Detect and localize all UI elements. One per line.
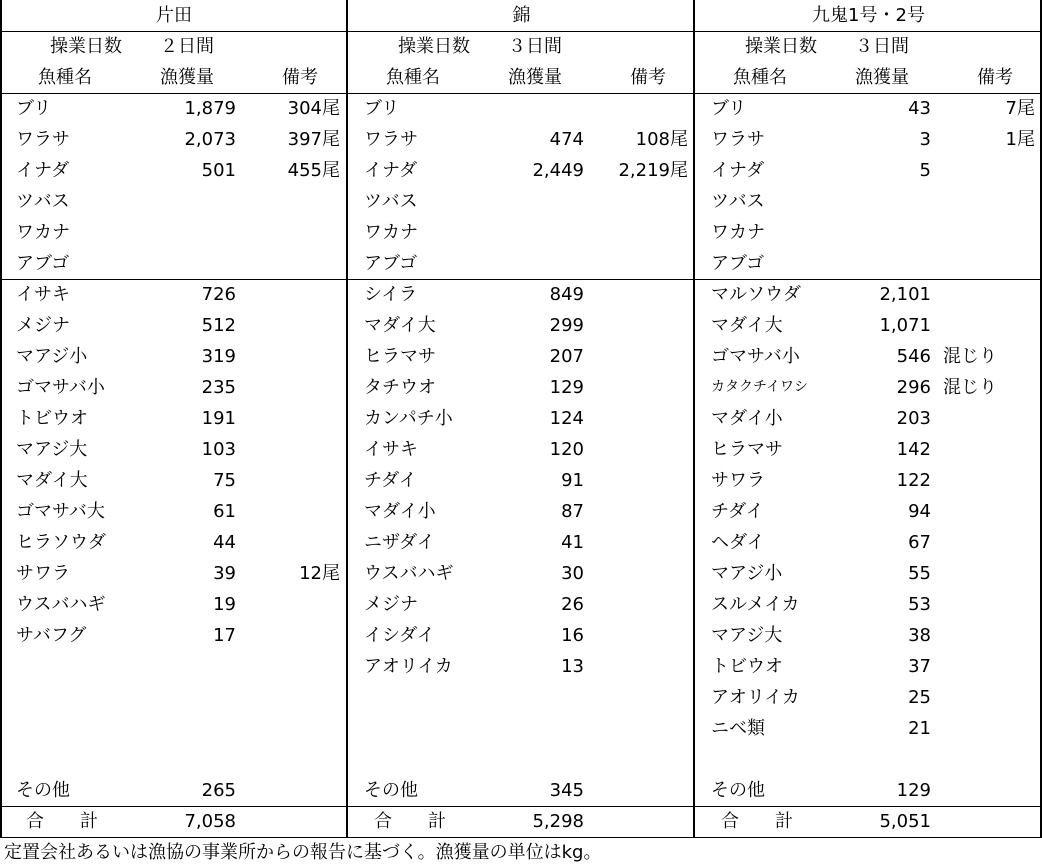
days-label: 操業日数 [398,36,470,57]
fish-name: メジナ [364,594,418,615]
note-value: 12尾 [299,563,340,584]
fish-name: ニザダイ [364,532,435,553]
other-label: その他 [16,780,70,801]
catch-value: 2,073 [184,129,236,150]
days-value: ３日間 [855,36,909,57]
catch-value: 103 [201,439,236,460]
fish-name: イサキ [16,284,70,305]
total-value: 5,051 [879,811,931,832]
fish-name: ブリ [364,98,400,119]
header-catch: 漁獲量 [855,67,909,88]
catch-value: 1,071 [879,315,931,336]
header-catch: 漁獲量 [508,67,562,88]
catch-value: 25 [908,687,931,708]
catch-value: 299 [549,315,584,336]
catch-value: 512 [201,315,236,336]
fish-name: マアジ小 [711,563,783,584]
header-catch: 漁獲量 [160,67,214,88]
catch-value: 19 [213,594,236,615]
catch-value: 2,449 [532,160,584,181]
header-fish: 魚種名 [733,67,787,88]
catch-value: 142 [896,439,931,460]
footnote: 定置会社あるいは漁協の事業所からの報告に基づく。漁獲量の単位はkg。 [4,842,602,863]
fish-name: ウスバハギ [16,594,106,615]
fish-name: マダイ小 [711,408,783,429]
catch-value [484,248,584,279]
catch-value: 191 [201,408,236,429]
catch-value: 37 [908,656,931,677]
note-value: 混じり [943,346,997,367]
table-left-border [0,0,2,837]
header-fish: 魚種名 [386,67,440,88]
fish-name: マルソウダ [711,284,801,305]
section-divider-2 [693,0,695,837]
note-value: 304尾 [287,98,340,119]
fish-name: イシダイ [364,625,435,646]
catch-value: 319 [201,346,236,367]
rule-under-title [0,31,1042,32]
fish-name: ツバス [711,191,765,212]
note-value [588,93,688,124]
total-value: 7,058 [184,811,236,832]
fish-name: サワラ [16,563,70,584]
fish-name: ヘダイ [711,532,765,553]
fish-name: イサキ [364,439,418,460]
catch-value: 53 [908,594,931,615]
catch-value: 75 [213,470,236,491]
catch-value [831,248,931,279]
fish-name: タチウオ [364,377,436,398]
fish-name: ワカナ [364,222,418,243]
fish-name: サワラ [711,470,765,491]
header-note: 備考 [630,67,666,88]
catch-value: 17 [213,625,236,646]
section-title: 九鬼1号・2号 [812,5,925,26]
note-value [935,186,1035,217]
days-label: 操業日数 [50,36,122,57]
catch-value: 122 [896,470,931,491]
fish-name: ゴマサバ小 [711,346,800,367]
fish-name: アオリイカ [364,656,453,677]
fish-name: ヒラソウダ [16,532,106,553]
days-value: ２日間 [160,36,214,57]
fish-name: マアジ小 [16,346,88,367]
header-fish: 魚種名 [38,67,92,88]
rule-under-yellowtail [0,279,1042,280]
fish-name: アブゴ [711,253,765,274]
header-note: 備考 [977,67,1013,88]
catch-value: 3 [919,129,931,150]
note-value [240,217,340,248]
note-value [588,217,688,248]
catch-value: 43 [908,98,931,119]
fish-name: ワカナ [16,222,70,243]
note-value: 混じり [943,377,997,398]
fish-name: ヒラマサ [364,346,436,367]
rule-above-total [0,806,1042,807]
fish-name: アブゴ [16,253,70,274]
fish-name: マアジ大 [16,439,88,460]
fish-name: ツバス [16,191,70,212]
catch-value: 296 [896,377,931,398]
catch-value: 474 [549,129,584,150]
fish-name: シイラ [364,284,418,305]
catch-value: 849 [549,284,584,305]
catch-value: 207 [549,346,584,367]
section-title: 錦 [512,5,531,26]
rule-under-headers [0,93,1042,94]
note-value: 1尾 [1005,129,1035,150]
catch-value: 39 [213,563,236,584]
note-value: 108尾 [635,129,688,150]
fish-name: アオリイカ [711,687,800,708]
catch-value: 38 [908,625,931,646]
fish-name: ワラサ [711,129,765,150]
catch-value: 87 [561,501,584,522]
fish-name: スルメイカ [711,594,800,615]
days-label: 操業日数 [745,36,817,57]
catch-value [484,93,584,124]
fish-name: マダイ小 [364,501,436,522]
note-value [240,186,340,217]
total-label: 合 計 [374,811,446,832]
catch-value: 30 [561,563,584,584]
note-value: 455尾 [287,160,340,181]
catch-value: 44 [213,532,236,553]
other-value: 265 [201,780,236,801]
fish-name: ゴマサバ小 [16,377,105,398]
catch-value: 124 [549,408,584,429]
fish-name: ワラサ [16,129,70,150]
catch-value: 203 [896,408,931,429]
catch-value: 129 [549,377,584,398]
fish-name: サバフグ [16,625,87,646]
fish-name: ブリ [16,98,52,119]
catch-value [484,217,584,248]
catch-value: 26 [561,594,584,615]
other-value: 129 [896,780,931,801]
note-value: 397尾 [287,129,340,150]
catch-value [136,217,236,248]
note-value [588,186,688,217]
fish-name: チダイ [711,501,764,522]
note-value: 7尾 [1005,98,1035,119]
note-value [588,248,688,279]
fish-name: トビウオ [16,408,88,429]
catch-value [831,217,931,248]
note-value [935,217,1035,248]
total-value: 5,298 [532,811,584,832]
other-label: その他 [364,780,418,801]
fish-name: ワラサ [364,129,418,150]
fish-name: マダイ大 [364,315,436,336]
fish-name: イナダ [16,160,70,181]
catch-value: 1,879 [184,98,236,119]
catch-value: 61 [213,501,236,522]
fish-name: ブリ [711,98,747,119]
catch-value [136,186,236,217]
fish-name: ゴマサバ大 [16,501,105,522]
catch-value: 13 [561,656,584,677]
catch-value: 55 [908,563,931,584]
fish-name: カンパチ小 [364,408,453,429]
catch-value: 501 [201,160,236,181]
fish-name: マアジ大 [711,625,783,646]
section-title: 片田 [156,5,192,26]
catch-value: 2,101 [879,284,931,305]
catch-value: 546 [896,346,931,367]
fish-name: ウスバハギ [364,563,454,584]
total-label: 合 計 [26,811,98,832]
catch-value: 67 [908,532,931,553]
fish-name: カタクチイワシ [711,379,809,395]
fish-name: イナダ [364,160,418,181]
fish-name: チダイ [364,470,417,491]
fish-name: イナダ [711,160,765,181]
total-label: 合 計 [721,811,793,832]
fish-name: マダイ大 [16,470,88,491]
other-value: 345 [549,780,584,801]
other-label: その他 [711,780,765,801]
fish-name: ヒラマサ [711,439,783,460]
note-value [240,248,340,279]
catch-value: 5 [919,160,931,181]
catch-value [831,186,931,217]
catch-value: 21 [908,718,931,739]
fish-name: ワカナ [711,222,765,243]
catch-value: 41 [561,532,584,553]
catch-value: 726 [201,284,236,305]
catch-value [136,248,236,279]
fish-name: メジナ [16,315,70,336]
catch-value: 94 [908,501,931,522]
header-note: 備考 [282,67,318,88]
catch-value: 91 [561,470,584,491]
fish-name: ツバス [364,191,418,212]
catch-value: 235 [201,377,236,398]
note-value [935,248,1035,279]
catch-value: 120 [549,439,584,460]
fish-name: アブゴ [364,253,418,274]
fish-name: マダイ大 [711,315,783,336]
note-value [935,155,1035,186]
days-value: ３日間 [508,36,562,57]
catch-value [484,186,584,217]
section-divider-1 [346,0,348,837]
note-value: 2,219尾 [618,160,688,181]
fish-name: ニベ類 [711,718,765,739]
fish-name: トビウオ [711,656,783,677]
catch-value: 16 [561,625,584,646]
